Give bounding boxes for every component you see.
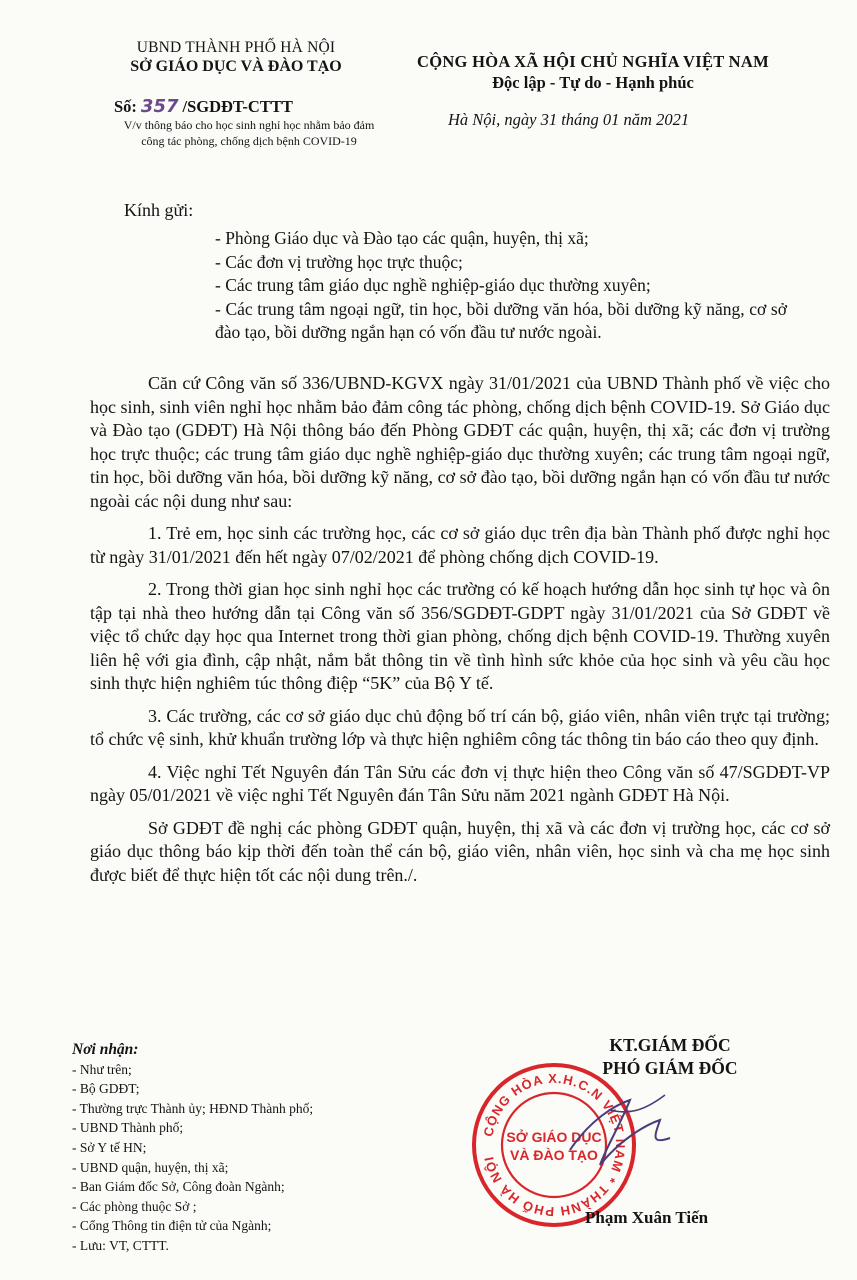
date-line: Hà Nội, ngày 31 tháng 01 năm 2021 — [448, 110, 690, 129]
receiver-item: - Cổng Thông tin điện tử của Ngành; — [72, 1218, 272, 1234]
issuing-authority — [96, 38, 376, 77]
seal-center-line1: SỞ GIÁO DỤC — [506, 1129, 602, 1145]
doc-no-prefix: Số: — [114, 97, 137, 116]
signer-name: Phạm Xuân Tiến — [585, 1208, 709, 1227]
national-header — [378, 52, 808, 94]
authority-line1: UBND THÀNH PHỐ HÀ NỘI — [136, 39, 336, 56]
document-body — [90, 372, 830, 887]
seal-center-line2: VÀ ĐÀO TẠO — [510, 1147, 598, 1163]
receivers-block — [72, 1040, 412, 1256]
recipients-label: Kính gửi: — [124, 200, 194, 220]
receiver-item: - Các phòng thuộc Sở ; — [72, 1198, 197, 1214]
recipient-item: - Các trung tâm giáo dục nghề nghiệp-giáo dục thường xuyên; — [215, 275, 651, 295]
document-number — [114, 96, 293, 117]
doc-no-suffix: /SGDĐT-CTTT — [182, 97, 293, 116]
doc-no-handwritten: 357 — [140, 96, 179, 117]
receiver-item: - Bộ GDĐT; — [72, 1081, 140, 1097]
signer-title-1: KT.GIÁM ĐỐC — [609, 1035, 731, 1055]
authority-line2: SỞ GIÁO DỤC VÀ ĐÀO TẠO — [130, 58, 342, 75]
item-1-paragraph: 1. Trẻ em, học sinh các trường học, các cơ sở giáo dục trên địa bàn Thành phố được nghỉ học từ ngày 31/01/2021 đến hết ngày 07/02/2021 để phòng chống dịch COVID-19. — [90, 523, 830, 567]
nation-name: CỘNG HÒA XÃ HỘI CHỦ NGHĨA VIỆT NAM — [416, 52, 769, 71]
recipient-item: - Các trung tâm ngoại ngữ, tin học, bồi dưỡng văn hóa, bồi dưỡng kỹ năng, cơ sở đào tạo, bồi dưỡng ngắn hạn có vốn đầu tư nước ngoài. — [215, 298, 787, 342]
receiver-item: - Sở Y tế HN; — [72, 1139, 147, 1155]
recipient-item: - Các đơn vị trường học trực thuộc; — [215, 251, 463, 272]
receiver-item: - Lưu: VT, CTTT. — [72, 1237, 169, 1253]
item-4-paragraph: 4. Việc nghỉ Tết Nguyên đán Tân Sửu các đơn vị thực hiện theo Công văn số 47/SGDĐT-VP ngày 05/01/2021 về việc nghỉ Tết Nguyên đán Tân Sửu năm 2021 ngành GDĐT Hà Nội. — [90, 761, 830, 805]
intro-paragraph: Căn cứ Công văn số 336/UBND-KGVX ngày 31/01/2021 của UBND Thành phố về việc cho học sinh, sinh viên nghỉ học nhằm bảo đảm công tác phòng, chống dịch bệnh COVID-19. Sở Giáo dục và Đào tạo (GDĐT) Hà Nội thông báo đến Phòng GDĐT các quận, huyện, thị xã; các đơn vị trường học trực thuộc; các trung tâm giáo dục nghề nghiệp-giáo dục thường xuyên; các trung tâm ngoại ngữ, tin học, bồi dưỡng văn hóa, bồi dưỡng kỹ năng, cơ sở đào tạo, bồi dưỡng ngắn hạn có vốn đầu tư nước ngoài các nội dung như sau: — [90, 373, 830, 511]
handwritten-signature-icon — [560, 1080, 680, 1200]
receiver-item: - Như trên; — [72, 1061, 132, 1077]
receiver-item: - Thường trực Thành ủy; HĐND Thành phố; — [72, 1100, 314, 1116]
signer-title-2: PHÓ GIÁM ĐỐC — [602, 1058, 738, 1078]
seal-ring-text: CỘNG HÒA X.H.C.N VIỆT NAM * THÀNH PHỐ HÀ NỘI — [480, 1070, 629, 1220]
document-subject: V/v thông báo cho học sinh nghỉ học nhằm bảo đảm công tác phòng, chống dịch bệnh COVID-19 — [123, 118, 375, 148]
receiver-item: - Ban Giám đốc Sở, Công đoàn Ngành; — [72, 1179, 285, 1195]
closing-paragraph: Sở GDĐT đề nghị các phòng GDĐT quận, huyện, thị xã và các đơn vị trường học, các cơ sở giáo dục thông báo kịp thời đến toàn thể cán bộ, giáo viên, nhân viên, học sinh và cha mẹ học sinh được biết để thực hiện tốt các nội dung trên./. — [90, 817, 830, 885]
receivers-title: Nơi nhận: — [72, 1041, 139, 1058]
receiver-item: - UBND Thành phố; — [72, 1120, 184, 1136]
receiver-item: - UBND quận, huyện, thị xã; — [72, 1159, 229, 1175]
recipients-list — [215, 227, 787, 345]
recipient-item: - Phòng Giáo dục và Đào tạo các quận, huyện, thị xã; — [215, 228, 589, 248]
item-3-paragraph: 3. Các trường, các cơ sở giáo dục chủ động bố trí cán bộ, giáo viên, nhân viên trực tại trường; tổ chức vệ sinh, khử khuẩn trường lớp và thực hiện nghiêm công tác thông tin báo cáo theo quy định. — [90, 705, 830, 749]
national-motto: Độc lập - Tự do - Hạnh phúc — [492, 73, 694, 92]
item-2-paragraph: 2. Trong thời gian học sinh nghỉ học các trường có kế hoạch hướng dẫn học sinh tự học và ôn tập tại nhà theo hướng dẫn tại Công văn số 356/SGDĐT-GDPT ngày 31/01/2021 của Sở GDĐT về việc tổ chức dạy học qua Internet trong thời gian phòng, chống dịch bệnh COVID-19. Thường xuyên liên hệ với gia đình, cập nhật, nắm bắt thông tin về tình hình sức khỏe của học sinh và yêu cầu học sinh thực hiện nghiêm túc thông điệp “5K” của Bộ Y tế. — [90, 579, 830, 693]
